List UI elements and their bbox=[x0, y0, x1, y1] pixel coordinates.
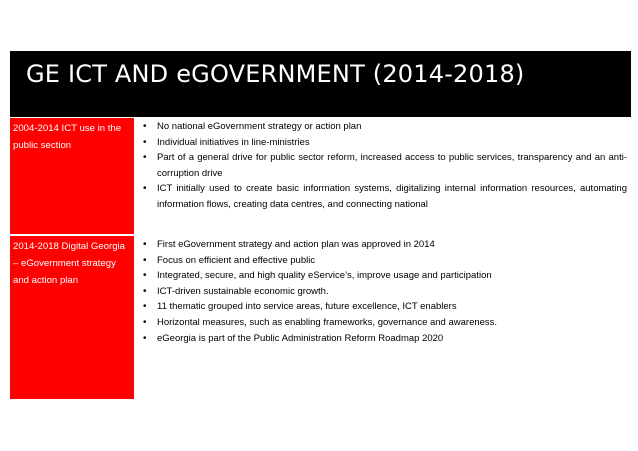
list-item: • Individual initiatives in line-ministries bbox=[141, 135, 627, 151]
list-item: • Focus on efficient and effective public bbox=[141, 253, 627, 269]
row-content bbox=[134, 236, 631, 399]
row-label: 2014-2018 Digital Georgia – eGovernment strategy and action plan bbox=[10, 236, 134, 399]
bullet-list bbox=[141, 119, 627, 213]
row-label: 2004-2014 ICT use in the public section bbox=[10, 118, 134, 234]
table-row bbox=[10, 236, 631, 399]
row-content bbox=[134, 118, 631, 234]
list-item: • Integrated, secure, and high quality eService’s, improve usage and participation bbox=[141, 268, 627, 284]
bullet-list bbox=[141, 237, 627, 346]
list-item: • No national eGovernment strategy or action plan bbox=[141, 119, 627, 135]
list-item: • Horizontal measures, such as enabling frameworks, governance and awareness. bbox=[141, 315, 627, 331]
list-item: • ICT initially used to create basic information systems, digitalizing internal information resources, automating information flows, creating data centres, and connecting national bbox=[141, 181, 627, 212]
page-title: GE ICT AND eGOVERNMENT (2014-2018) bbox=[26, 60, 525, 88]
list-item: • 11 thematic grouped into service areas, future excellence, ICT enablers bbox=[141, 299, 627, 315]
list-item: • eGeorgia is part of the Public Administration Reform Roadmap 2020 bbox=[141, 331, 627, 347]
list-item: • First eGovernment strategy and action plan was approved in 2014 bbox=[141, 237, 627, 253]
list-item: • ICT-driven sustainable economic growth. bbox=[141, 284, 627, 300]
table-row bbox=[10, 118, 631, 235]
list-item: • Part of a general drive for public sector reform, increased access to public services, transparency and an anti-corruption drive bbox=[141, 150, 627, 181]
